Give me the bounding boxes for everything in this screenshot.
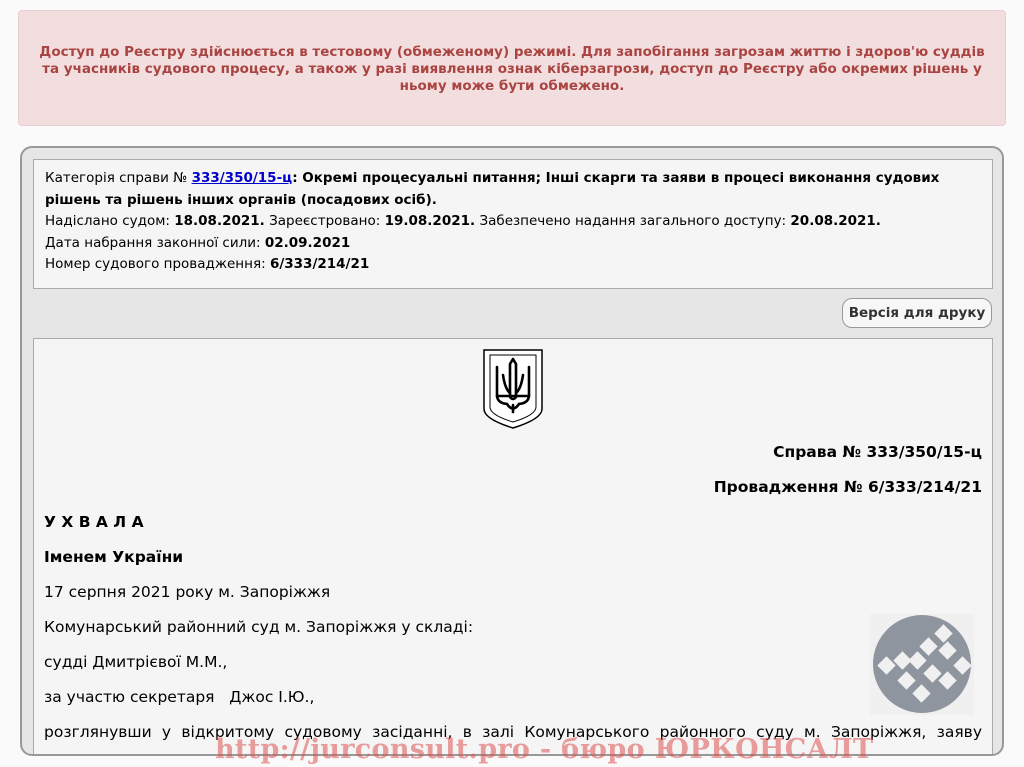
effective-label: Дата набрання законної сили: — [45, 234, 261, 251]
case-number-heading: Справа № 333/350/15-ц — [773, 443, 982, 461]
watermark-text: http://jurconsult.pro - бюро ЮРКОНСАЛТ — [215, 734, 874, 765]
proceeding-number: 6/333/214/21 — [269, 256, 370, 272]
category-text: : Окремі процесуальні питання; Інші скарги та заяви в процесі виконання судових рішень та рішень інших органів (посадових осіб). — [45, 170, 940, 208]
proceeding-number-heading: Провадження № 6/333/214/21 — [713, 478, 982, 496]
access-date: 20.08.2021. — [790, 213, 881, 229]
dates-line — [45, 211, 981, 233]
sent-label: Надіслано судом: — [45, 213, 170, 229]
considering-line: розглянувши у відкритому судовому засіданні, в залі Комунарського районного суду м. Запоріжжя, заяву — [44, 723, 982, 741]
effective-date: 02.09.2021 — [264, 234, 351, 251]
proceeding-label: Номер судового провадження: — [45, 256, 266, 272]
access-notice-text: Доступ до Реєстру здійснюється в тестовому (обмеженому) режимі. Для запобігання загрозам життю і здоров'ю суддів та учасників судового процесу, а також у разі виявлення ознак кіберзагрози, доступ до Реєстру або окремих рішень у ньому може бути обмежено. — [39, 44, 985, 94]
access-label: Забезпечено надання загального доступу: — [479, 213, 787, 229]
decision-panel — [20, 146, 1004, 756]
registered-date: 19.08.2021. — [384, 213, 476, 229]
access-notice-banner — [18, 10, 1006, 126]
sent-date: 18.08.2021. — [174, 213, 265, 229]
ukraine-trident-emblem-icon — [483, 349, 543, 429]
ruling-title: У Х В А Л А — [44, 513, 144, 531]
decision-document — [33, 338, 993, 756]
case-category-line — [45, 168, 981, 211]
category-prefix: Категорія справи № — [45, 170, 188, 186]
case-number-link[interactable]: 333/350/15-ц — [191, 170, 293, 186]
proceeding-line — [45, 254, 981, 276]
case-info-box — [33, 159, 993, 289]
court-composition: Комунарський районний суд м. Запоріжжя у складі: — [44, 618, 474, 636]
diamond-grid-logo-icon — [870, 614, 974, 715]
secretary-line: за участю секретаря Джос І.Ю., — [44, 688, 315, 706]
ruling-subtitle: Іменем України — [44, 548, 184, 566]
registered-label: Зареєстровано: — [269, 213, 381, 229]
effective-date-line — [45, 233, 981, 255]
print-version-button[interactable]: Версія для друку — [842, 298, 992, 328]
judge-line: судді Дмитрієвої М.М., — [44, 653, 228, 671]
ruling-date-place: 17 серпня 2021 року м. Запоріжжя — [44, 583, 331, 601]
